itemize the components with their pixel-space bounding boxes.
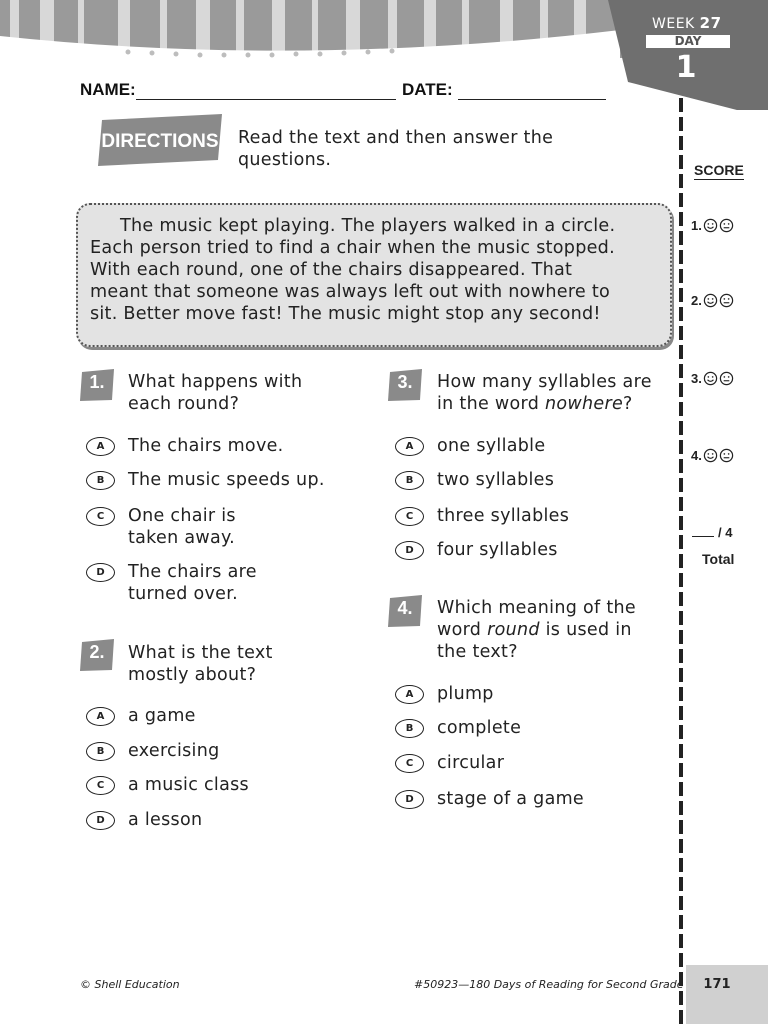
answer-option[interactable]: C three syllables [395, 505, 569, 527]
answer-option[interactable]: D a lesson [86, 809, 202, 831]
answer-bubble[interactable]: B [86, 742, 115, 761]
score-title: SCORE [694, 162, 744, 178]
passage-line: With each round, one of the chairs disappeared. That [90, 260, 573, 280]
neutral-face-icon[interactable] [719, 293, 734, 308]
answer-option[interactable]: A one syllable [395, 435, 545, 457]
reading-passage [76, 203, 672, 347]
question-3-text: How many syllables are in the word nowhere? [437, 372, 652, 414]
answer-bubble[interactable]: C [86, 507, 115, 526]
answer-option[interactable]: A The chairs move. [86, 435, 284, 457]
question-number-badge: 2. [80, 638, 116, 672]
answer-option[interactable]: D The chairs are turned over. [86, 561, 257, 605]
happy-face-icon[interactable] [703, 293, 718, 308]
total-label: Total [702, 551, 735, 567]
score-row: 1. [691, 218, 734, 233]
answer-option[interactable]: B two syllables [395, 469, 554, 491]
answer-option[interactable]: C One chair is taken away. [86, 505, 236, 549]
answer-option[interactable]: A a game [86, 705, 196, 727]
answer-option[interactable]: A plump [395, 683, 494, 705]
answer-option[interactable]: D four syllables [395, 539, 558, 561]
passage-line: The music kept playing. The players walked in a circle. [120, 216, 616, 236]
neutral-face-icon[interactable] [719, 218, 734, 233]
answer-bubble[interactable]: D [395, 541, 424, 560]
score-row: 3. [691, 371, 734, 386]
question-number-badge: 1. [80, 368, 116, 402]
answer-bubble[interactable]: B [395, 471, 424, 490]
score-row: 2. [691, 293, 734, 308]
answer-bubble[interactable]: A [395, 437, 424, 456]
directions-badge [96, 112, 226, 168]
happy-face-icon[interactable] [703, 371, 718, 386]
name-field[interactable] [136, 81, 396, 100]
answer-option[interactable]: B complete [395, 717, 521, 739]
passage-line: Each person tried to find a chair when the music stopped. [90, 238, 615, 258]
question-4-text: Which meaning of the word round is used in the text? [437, 598, 636, 662]
week-label: WEEK 27 [652, 14, 722, 32]
question-2-text: What is the text mostly about? [128, 643, 273, 685]
answer-bubble[interactable]: B [86, 471, 115, 490]
answer-bubble[interactable]: A [395, 685, 424, 704]
total-score-field[interactable]: / 4 [692, 525, 732, 540]
neutral-face-icon[interactable] [719, 448, 734, 463]
passage-line: meant that someone was always left out with nowhere to [90, 282, 610, 302]
name-label: NAME: [80, 80, 136, 99]
answer-option[interactable]: B exercising [86, 740, 220, 762]
answer-option[interactable]: C a music class [86, 774, 249, 796]
score-row: 4. [691, 448, 734, 463]
neutral-face-icon[interactable] [719, 371, 734, 386]
answer-bubble[interactable]: D [395, 790, 424, 809]
footer-book-title: #50923—180 Days of Reading for Second Grade [414, 978, 684, 991]
answer-bubble[interactable]: B [395, 719, 424, 738]
footer-publisher: © Shell Education [80, 978, 180, 991]
answer-option[interactable]: C circular [395, 752, 504, 774]
answer-bubble[interactable]: A [86, 437, 115, 456]
answer-bubble[interactable]: C [86, 776, 115, 795]
happy-face-icon[interactable] [703, 448, 718, 463]
question-number-badge: 3. [388, 368, 424, 402]
answer-bubble[interactable]: A [86, 707, 115, 726]
answer-bubble[interactable]: D [86, 811, 115, 830]
passage-line: sit. Better move fast! The music might stop any second! [90, 304, 601, 324]
day-number: 1 [675, 50, 697, 85]
page-number-box [686, 965, 768, 1024]
answer-bubble[interactable]: C [395, 507, 424, 526]
date-field[interactable] [458, 81, 606, 100]
answer-bubble[interactable]: C [395, 754, 424, 773]
happy-face-icon[interactable] [703, 218, 718, 233]
page-number: 171 [703, 977, 731, 992]
day-label: DAY [646, 35, 730, 48]
directions-badge-label: DIRECTIONS [101, 131, 219, 152]
directions-text: Read the text and then answer the questions. [238, 128, 554, 170]
answer-bubble[interactable]: D [86, 563, 115, 582]
answer-option[interactable]: D stage of a game [395, 788, 584, 810]
question-number-badge: 4. [388, 594, 424, 628]
score-divider [678, 98, 684, 1024]
date-label: DATE: [402, 80, 453, 99]
question-1-text: What happens with each round? [128, 372, 303, 414]
answer-option[interactable]: B The music speeds up. [86, 469, 325, 491]
